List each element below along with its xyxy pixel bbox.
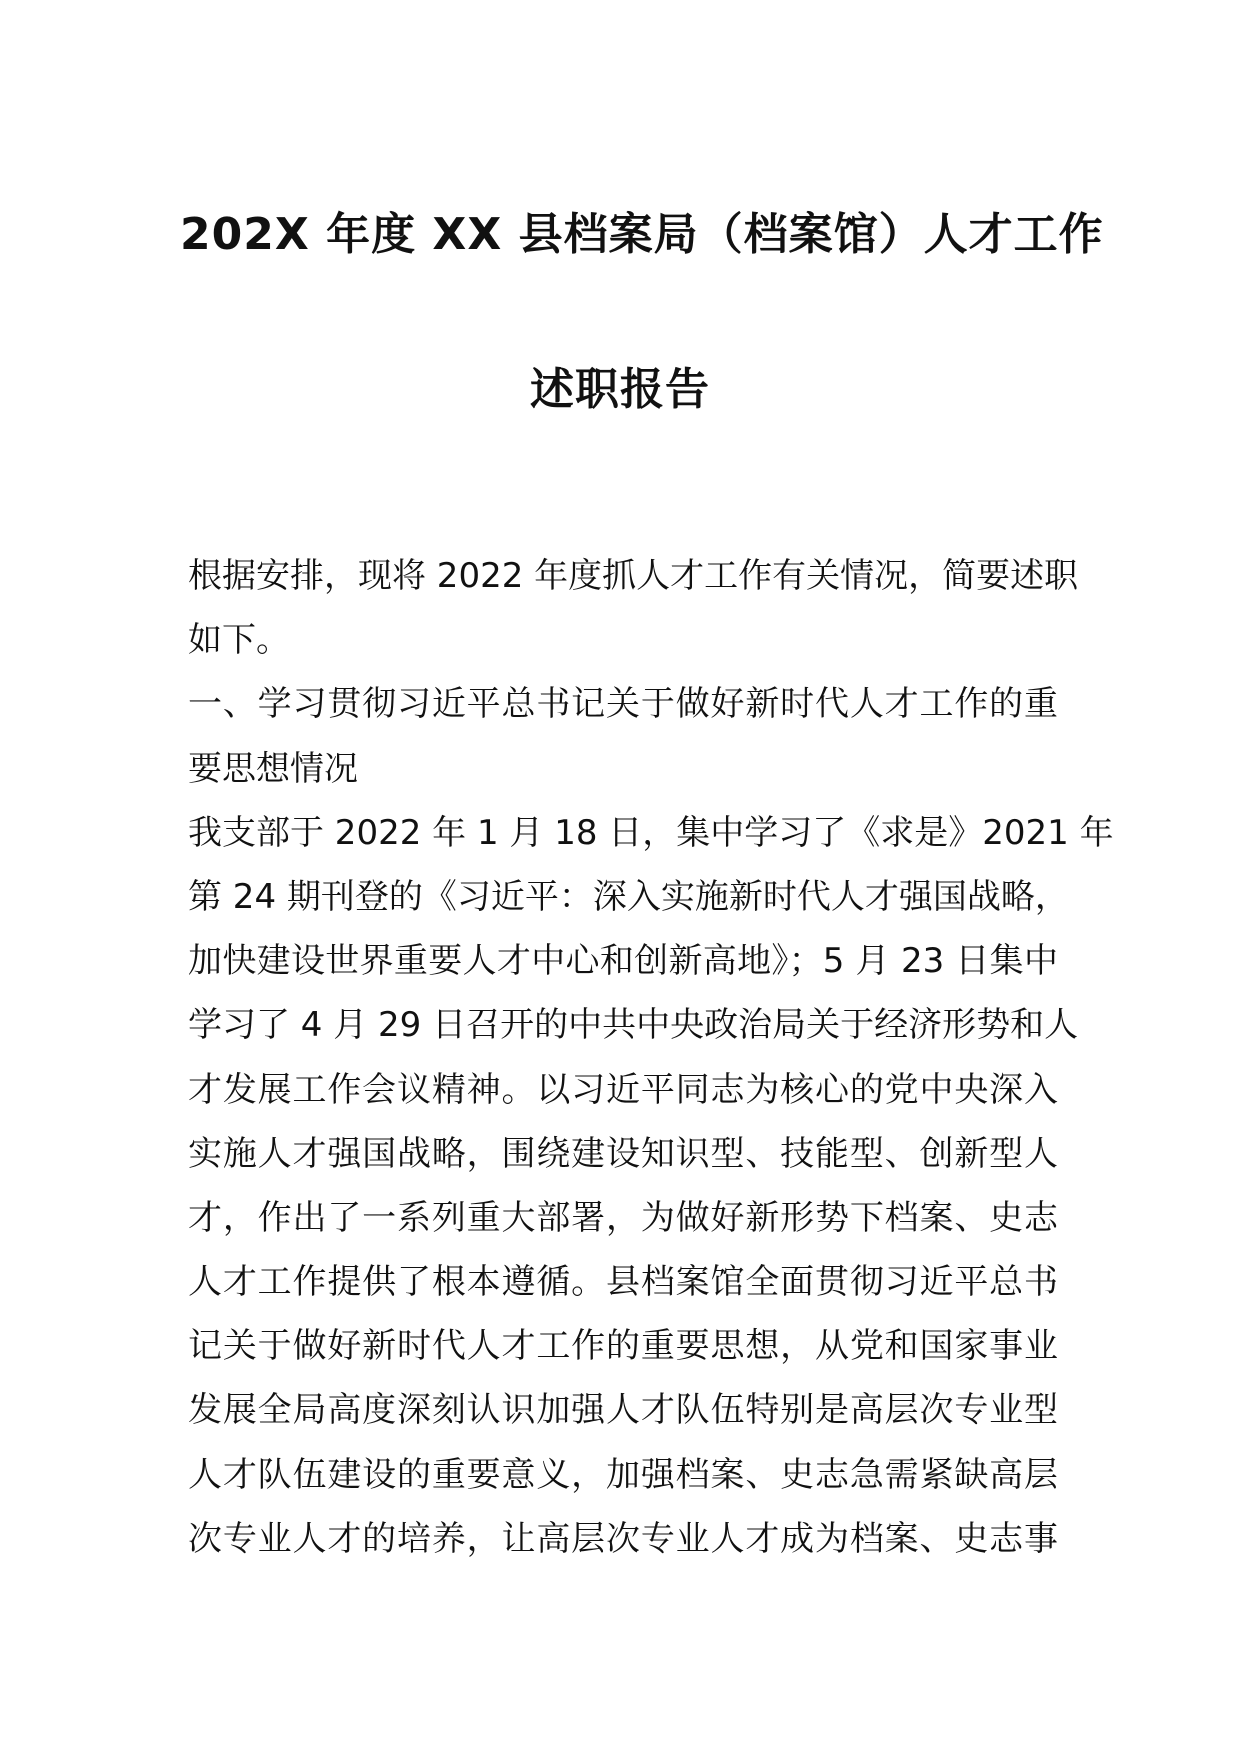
body-line: 我支部于 2022 年 1 月 18 日，集中学习了《求是》2021 年 xyxy=(188,812,1114,853)
body-line: 第 24 期刊登的《习近平：深入实施新时代人才强国战略， xyxy=(188,876,1069,917)
document-title-line-1: 202X 年度 XX 县档案局（档案馆）人才工作 xyxy=(180,209,1104,260)
document-title-line-2: 述职报告 xyxy=(530,364,710,415)
body-line: 次专业人才的培养，让高层次专业人才成为档案、史志事 xyxy=(188,1518,1058,1559)
body-line: 如下。 xyxy=(188,620,290,661)
section-heading-line: 一、学习贯彻习近平总书记关于做好新时代人才工作的重 xyxy=(188,684,1058,725)
body-line: 根据安排，现将 2022 年度抓人才工作有关情况，简要述职 xyxy=(188,556,1079,596)
body-line: 实施人才强国战略，围绕建设知识型、技能型、创新型人 xyxy=(188,1133,1058,1174)
body-line: 学习了 4 月 29 日召开的中共中央政治局关于经济形势和人 xyxy=(188,1005,1079,1046)
body-line: 人才工作提供了根本遵循。县档案馆全面贯彻习近平总书 xyxy=(188,1262,1058,1303)
body-line: 记关于做好新时代人才工作的重要思想，从党和国家事业 xyxy=(188,1326,1058,1367)
document-body xyxy=(188,544,1114,1571)
section-heading-line: 要思想情况 xyxy=(188,748,358,789)
body-line: 才，作出了一系列重大部署，为做好新形势下档案、史志 xyxy=(188,1197,1058,1238)
body-line: 加快建设世界重要人才中心和创新高地》；5 月 23 日集中 xyxy=(188,941,1058,982)
body-line: 才发展工作会议精神。以习近平同志为核心的党中央深入 xyxy=(188,1069,1058,1110)
body-line: 人才队伍建设的重要意义，加强档案、史志急需紧缺高层 xyxy=(188,1454,1058,1495)
body-line: 发展全局高度深刻认识加强人才队伍特别是高层次专业型 xyxy=(188,1390,1058,1431)
